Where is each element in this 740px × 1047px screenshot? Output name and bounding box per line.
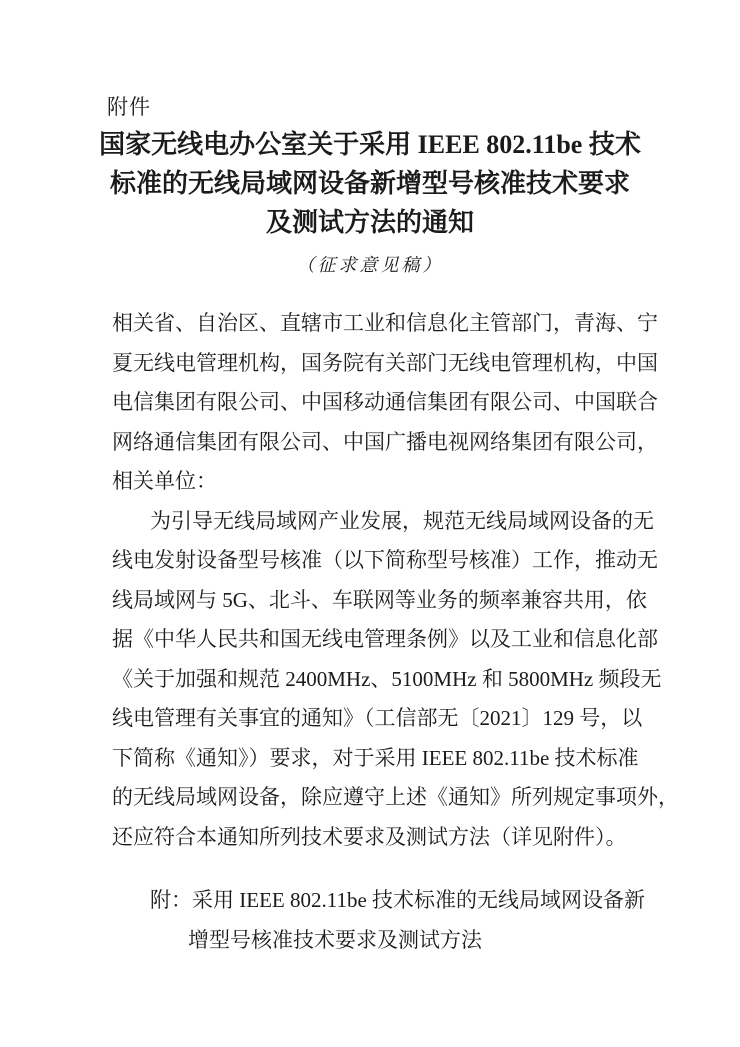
body-line: 线电发射设备型号核准（以下简称型号核准）工作，推动无 xyxy=(112,548,658,572)
body-line: 据《中华人民共和国无线电管理条例》以及工业和信息化部 xyxy=(112,627,658,651)
document-body xyxy=(112,304,679,960)
appendix-line: 附：采用 IEEE 802.11be 技术标准的无线局域网设备新 xyxy=(150,888,646,912)
body-line: 的无线局域网设备，除应遵守上述《通知》所列规定事项外， xyxy=(112,785,679,809)
body-line: 相关单位： xyxy=(112,469,217,493)
attachment-label: 附件 xyxy=(107,96,151,119)
body-line: 线电管理有关事宜的通知》（工信部无〔2021〕129 号，以 xyxy=(112,706,643,730)
body-line: 电信集团有限公司、中国移动通信集团有限公司、中国联合 xyxy=(112,390,658,414)
title-line: 及测试方法的通知 xyxy=(265,208,474,237)
document-title xyxy=(70,125,670,242)
title-line: 标准的无线局域网设备新增型号核准技术要求 xyxy=(109,169,630,198)
body-line: 为引导无线局域网产业发展，规范无线局域网设备的无 xyxy=(150,508,654,533)
body-line: 网络通信集团有限公司、中国广播电视网络集团有限公司， xyxy=(112,429,658,454)
paragraph-main xyxy=(112,502,679,858)
appendix-line: 增型号核准技术要求及测试方法 xyxy=(188,927,482,952)
document-subtitle: （征求意见稿） xyxy=(296,255,444,275)
body-line: 还应符合本通知所列技术要求及测试方法（详见附件）。 xyxy=(112,824,627,849)
paragraph-recipients xyxy=(112,304,658,502)
body-line: 夏无线电管理机构，国务院有关部门无线电管理机构，中国 xyxy=(112,350,658,375)
body-line: 《关于加强和规范 2400MHz、5100MHz 和 5800MHz 频段无 xyxy=(112,666,662,691)
body-line: 线局域网与 5G、北斗、车联网等业务的频率兼容共用，依 xyxy=(112,587,647,612)
body-line: 下简称《通知》）要求，对于采用 IEEE 802.11be 技术标准 xyxy=(112,745,639,770)
title-line: 国家无线电办公室关于采用 IEEE 802.11be 技术 xyxy=(99,130,641,159)
body-line: 相关省、自治区、直辖市工业和信息化主管部门，青海、宁 xyxy=(112,311,658,335)
appendix-reference xyxy=(112,881,646,960)
